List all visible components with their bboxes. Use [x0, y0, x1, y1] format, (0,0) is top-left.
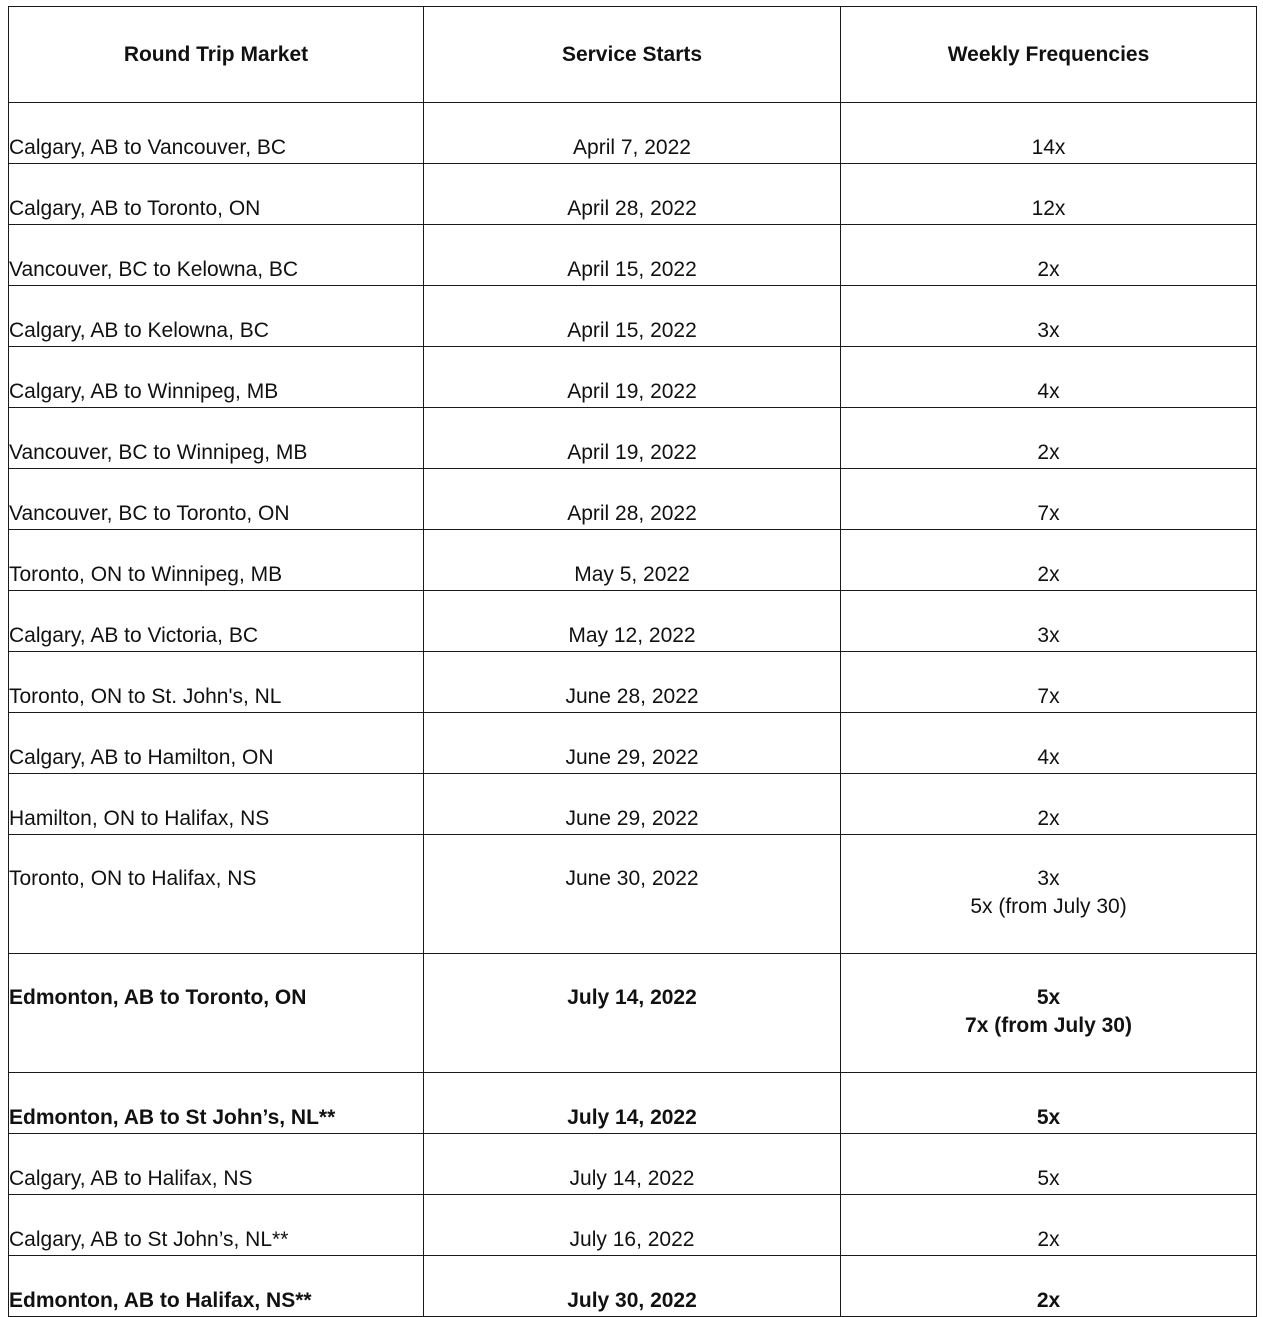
- table-row: [9, 1134, 1257, 1195]
- cell-service-starts: April 28, 2022: [424, 164, 841, 225]
- table-row: [9, 1256, 1257, 1317]
- cell-service-starts: April 15, 2022: [424, 286, 841, 347]
- table-row: [9, 347, 1257, 408]
- cell-weekly-frequencies: [841, 225, 1257, 286]
- cell-round-trip-market: Edmonton, AB to Toronto, ON: [9, 954, 424, 1073]
- cell-round-trip-market: Edmonton, AB to St John’s, NL**: [9, 1073, 424, 1134]
- cell-weekly-frequencies: [841, 1256, 1257, 1317]
- cell-service-starts: April 7, 2022: [424, 103, 841, 164]
- table-row: [9, 954, 1257, 1073]
- frequency-value: 2x: [1036, 1289, 1061, 1312]
- route-schedule-table: [8, 6, 1257, 1317]
- frequency-value: 3x: [1037, 624, 1060, 647]
- cell-service-starts: April 19, 2022: [424, 347, 841, 408]
- frequency-value: 14x: [1031, 136, 1066, 159]
- cell-service-starts: July 14, 2022: [424, 954, 841, 1073]
- cell-service-starts: May 5, 2022: [424, 530, 841, 591]
- cell-weekly-frequencies: [841, 713, 1257, 774]
- table-body: [9, 103, 1257, 1317]
- cell-weekly-frequencies: [841, 164, 1257, 225]
- cell-round-trip-market: Calgary, AB to Kelowna, BC: [9, 286, 424, 347]
- table-row: [9, 591, 1257, 652]
- cell-round-trip-market: Calgary, AB to Winnipeg, MB: [9, 347, 424, 408]
- frequency-value: 4x: [1037, 380, 1060, 403]
- frequency-value: 5x: [1037, 1167, 1060, 1190]
- header-round-trip-market: Round Trip Market: [9, 7, 424, 103]
- frequency-value: 2x: [1037, 441, 1060, 464]
- cell-service-starts: July 14, 2022: [424, 1134, 841, 1195]
- cell-service-starts: April 19, 2022: [424, 408, 841, 469]
- cell-round-trip-market: Vancouver, BC to Winnipeg, MB: [9, 408, 424, 469]
- cell-round-trip-market: Calgary, AB to Hamilton, ON: [9, 713, 424, 774]
- cell-round-trip-market: Edmonton, AB to Halifax, NS**: [9, 1256, 424, 1317]
- table-row: [9, 713, 1257, 774]
- cell-round-trip-market: Calgary, AB to Toronto, ON: [9, 164, 424, 225]
- cell-weekly-frequencies: [841, 286, 1257, 347]
- table-row: [9, 652, 1257, 713]
- cell-round-trip-market: Hamilton, ON to Halifax, NS: [9, 774, 424, 835]
- cell-service-starts: June 29, 2022: [424, 774, 841, 835]
- frequency-value: 5x: [1036, 986, 1061, 1009]
- frequency-value: 2x: [1037, 258, 1060, 281]
- frequency-value: 7x: [1037, 502, 1060, 525]
- cell-service-starts: July 14, 2022: [424, 1073, 841, 1134]
- table-row: [9, 1195, 1257, 1256]
- table-row: [9, 225, 1257, 286]
- frequency-value: 5x: [1036, 1106, 1061, 1129]
- cell-weekly-frequencies: [841, 408, 1257, 469]
- cell-service-starts: July 30, 2022: [424, 1256, 841, 1317]
- cell-weekly-frequencies: [841, 591, 1257, 652]
- cell-weekly-frequencies: [841, 103, 1257, 164]
- cell-service-starts: April 28, 2022: [424, 469, 841, 530]
- table-row: [9, 835, 1257, 954]
- cell-weekly-frequencies: [841, 469, 1257, 530]
- cell-service-starts: May 12, 2022: [424, 591, 841, 652]
- frequency-value: 7x (from July 30): [965, 1014, 1132, 1037]
- cell-service-starts: June 29, 2022: [424, 713, 841, 774]
- frequency-value: 2x: [1037, 807, 1060, 830]
- cell-round-trip-market: Vancouver, BC to Kelowna, BC: [9, 225, 424, 286]
- frequency-value: 2x: [1037, 1228, 1060, 1251]
- table-row: [9, 469, 1257, 530]
- frequency-value: 7x: [1037, 685, 1060, 708]
- table-row: [9, 774, 1257, 835]
- cell-round-trip-market: Toronto, ON to Halifax, NS: [9, 835, 424, 954]
- cell-round-trip-market: Toronto, ON to Winnipeg, MB: [9, 530, 424, 591]
- cell-weekly-frequencies: [841, 954, 1257, 1073]
- table-row: [9, 1073, 1257, 1134]
- table-row: [9, 408, 1257, 469]
- cell-weekly-frequencies: [841, 652, 1257, 713]
- table-row: [9, 286, 1257, 347]
- cell-weekly-frequencies: [841, 774, 1257, 835]
- frequency-value: 5x (from July 30): [970, 895, 1127, 918]
- table-row: [9, 103, 1257, 164]
- cell-round-trip-market: Calgary, AB to St John’s, NL**: [9, 1195, 424, 1256]
- cell-service-starts: June 28, 2022: [424, 652, 841, 713]
- frequency-value: 3x: [1037, 319, 1060, 342]
- cell-service-starts: April 15, 2022: [424, 225, 841, 286]
- frequency-value: 2x: [1037, 563, 1060, 586]
- table-row: [9, 530, 1257, 591]
- table-header-row: [9, 7, 1257, 103]
- cell-service-starts: July 16, 2022: [424, 1195, 841, 1256]
- cell-weekly-frequencies: [841, 1195, 1257, 1256]
- cell-weekly-frequencies: [841, 1134, 1257, 1195]
- cell-weekly-frequencies: [841, 1073, 1257, 1134]
- header-weekly-frequencies: Weekly Frequencies: [841, 7, 1257, 103]
- frequency-value: 12x: [1031, 197, 1066, 220]
- cell-weekly-frequencies: [841, 530, 1257, 591]
- header-service-starts: Service Starts: [424, 7, 841, 103]
- schedule-table-wrapper: [8, 6, 1257, 1317]
- cell-round-trip-market: Calgary, AB to Halifax, NS: [9, 1134, 424, 1195]
- cell-round-trip-market: Vancouver, BC to Toronto, ON: [9, 469, 424, 530]
- cell-weekly-frequencies: [841, 835, 1257, 954]
- frequency-value: 3x: [1037, 867, 1060, 890]
- frequency-value: 4x: [1037, 746, 1060, 769]
- cell-service-starts: June 30, 2022: [424, 835, 841, 954]
- cell-round-trip-market: Toronto, ON to St. John's, NL: [9, 652, 424, 713]
- table-row: [9, 164, 1257, 225]
- cell-round-trip-market: Calgary, AB to Vancouver, BC: [9, 103, 424, 164]
- cell-round-trip-market: Calgary, AB to Victoria, BC: [9, 591, 424, 652]
- cell-weekly-frequencies: [841, 347, 1257, 408]
